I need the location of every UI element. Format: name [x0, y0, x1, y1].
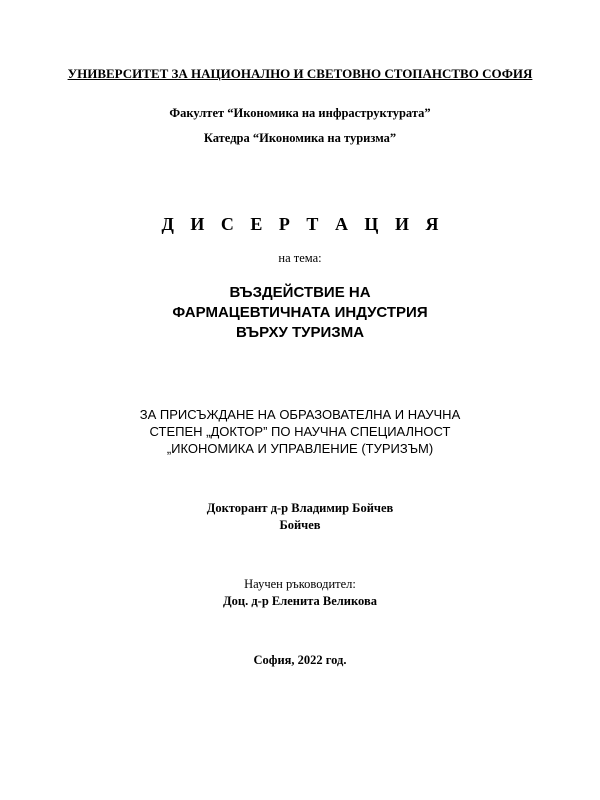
doctoral-student-line-2: Бойчев: [279, 518, 321, 532]
place-and-year: София, 2022 год.: [253, 653, 347, 667]
supervisor-label: Научен ръководител:: [244, 577, 356, 591]
doctoral-student-line-1: Докторант д-р Владимир Бойчев: [206, 501, 394, 515]
dissertation-title-line-1: ВЪЗДЕЙСТВИЕ НА: [229, 284, 371, 301]
document-type: Д И С Е Р Т А Ц И Я: [161, 214, 445, 234]
dissertation-title-line-3: ВЪРХУ ТУРИЗМА: [235, 324, 365, 341]
faculty-name: Факултет “Икономика на инфраструктурата”: [169, 106, 431, 120]
degree-purpose-line-2: СТЕПЕН „ДОКТОР” ПО НАУЧНА СПЕЦИАЛНОСТ: [149, 424, 451, 439]
department-name: Катедра “Икономика на туризма”: [203, 131, 397, 145]
degree-purpose-line-1: ЗА ПРИСЪЖДАНЕ НА ОБРАЗОВАТЕЛНА И НАУЧНА: [139, 407, 461, 422]
topic-label: на тема:: [278, 251, 322, 265]
supervisor-name: Доц. д-р Еленита Великова: [223, 594, 377, 608]
degree-purpose-line-3: „ИКОНОМИКА И УПРАВЛЕНИЕ (ТУРИЗЪМ): [166, 441, 434, 456]
dissertation-title-line-2: ФАРМАЦЕВТИЧНАТА ИНДУСТРИЯ: [172, 304, 428, 321]
university-name: УНИВЕРСИТЕТ ЗА НАЦИОНАЛНО И СВЕТОВНО СТОПАНСТВО СОФИЯ: [67, 66, 533, 81]
